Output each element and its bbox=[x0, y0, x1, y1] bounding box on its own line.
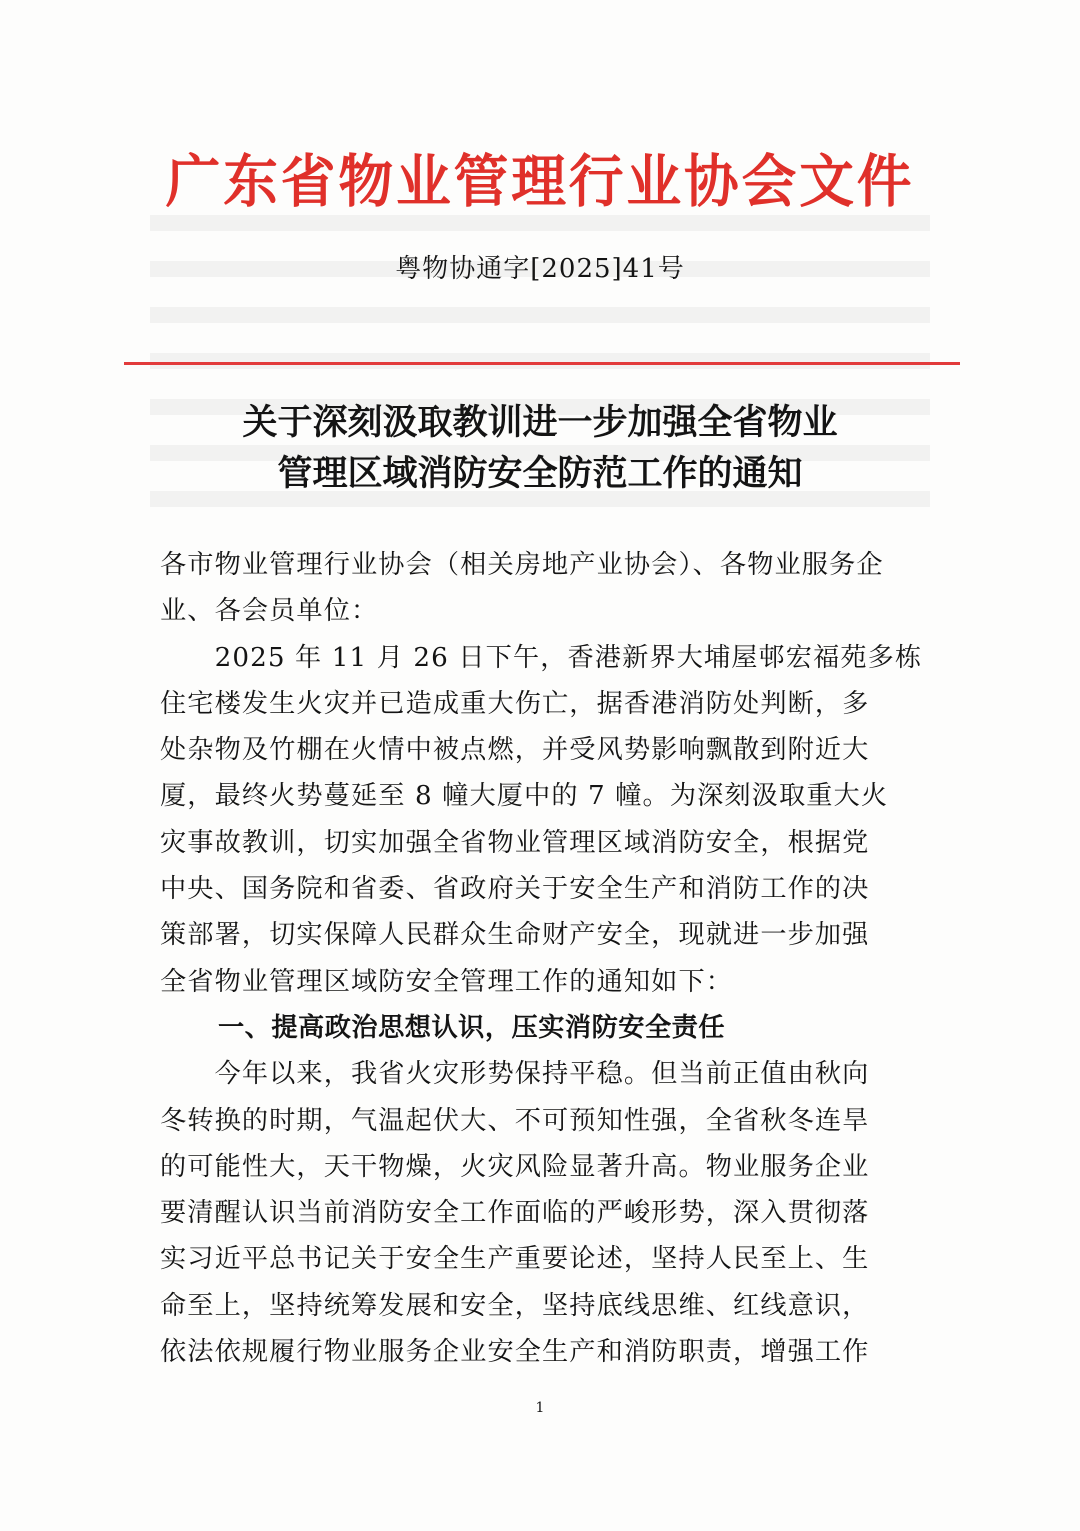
body-line: 处杂物及竹棚在火情中被点燃，并受风势影响飘散到附近大 bbox=[160, 735, 870, 766]
body-line: 全省物业管理区域防安全管理工作的通知如下： bbox=[160, 966, 734, 997]
page-number: 1 bbox=[535, 1400, 545, 1416]
body-line: 住宅楼发生火灾并已造成重大伤亡，据香港消防处判断，多 bbox=[160, 688, 870, 719]
body-line: 策部署，切实保障人民群众生命财产安全，现就进一步加强 bbox=[160, 920, 870, 951]
body-line: 今年以来，我省火灾形势保持平稳。但当前正值由秋向 bbox=[160, 1059, 870, 1090]
body-line: 灾事故教训，切实加强全省物业管理区域消防安全，根据党 bbox=[160, 827, 870, 858]
section-heading: 一、提高政治思想认识，压实消防安全责任 bbox=[218, 1012, 726, 1043]
body-line: 要清醒认识当前消防安全工作面临的严峻形势，深入贯彻落 bbox=[160, 1198, 870, 1229]
body-line: 厦，最终火势蔓延至 8 幢大厦中的 7 幢。为深刻汲取重大火 bbox=[160, 781, 889, 812]
notice-body bbox=[160, 542, 923, 1375]
issuer-header-title: 广东省物业管理行业协会文件 bbox=[165, 149, 915, 215]
notice-title bbox=[0, 397, 1080, 499]
body-line: 中央、国务院和省委、省政府关于安全生产和消防工作的决 bbox=[160, 874, 870, 905]
body-line: 业、各会员单位： bbox=[160, 596, 379, 627]
body-line: 命至上，坚持统筹发展和安全，坚持底线思维、红线意识， bbox=[160, 1290, 870, 1321]
body-line: 的可能性大，天干物燥，火灾风险显著升高。物业服务企业 bbox=[160, 1151, 870, 1182]
red-separator-line bbox=[124, 362, 960, 365]
body-line: 实习近平总书记关于安全生产重要论述，坚持人民至上、生 bbox=[160, 1244, 870, 1275]
notice-title-line: 关于深刻汲取教训进一步加强全省物业 bbox=[242, 402, 838, 443]
body-line: 各市物业管理行业协会（相关房地产业协会）、各物业服务企 bbox=[160, 550, 884, 580]
document-number: 粤物协通字[2025]41号 bbox=[395, 254, 685, 284]
body-line: 冬转换的时期，气温起伏大、不可预知性强，全省秋冬连旱 bbox=[160, 1105, 870, 1136]
body-line: 依法依规履行物业服务企业安全生产和消防职责，增强工作 bbox=[160, 1337, 870, 1368]
notice-title-line: 管理区域消防安全防范工作的通知 bbox=[277, 453, 803, 494]
body-line: 2025 年 11 月 26 日下午，香港新界大埔屋邨宏福苑多栋 bbox=[160, 642, 923, 673]
